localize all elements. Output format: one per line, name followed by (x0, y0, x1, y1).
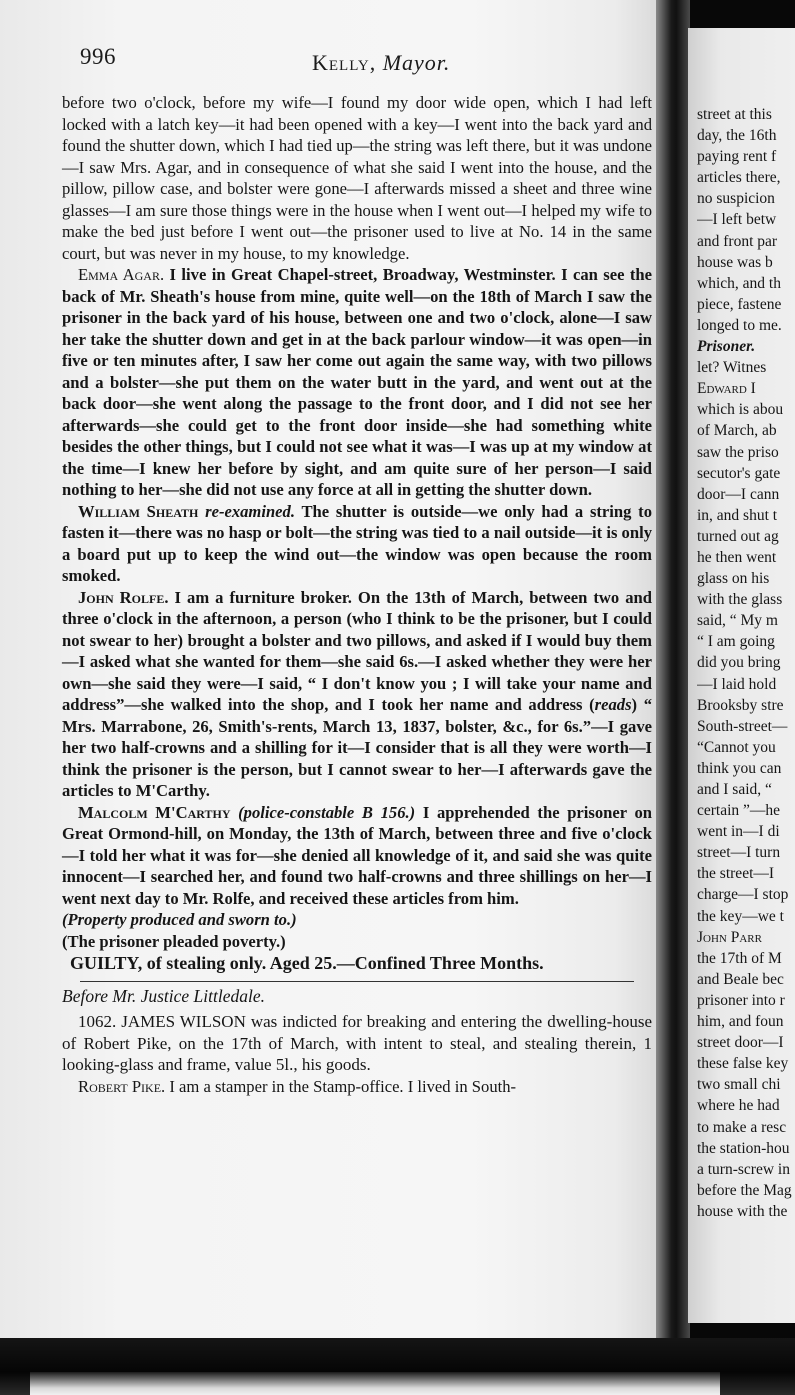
right-page-line: let? Witnes (697, 359, 767, 377)
right-page-line: saw the priso (697, 443, 779, 461)
right-page-line: John Parr (697, 928, 762, 946)
right-page-line: to make a resc (697, 1118, 787, 1136)
prisoner-plea-note: (The prisoner pleaded poverty.) (62, 931, 286, 951)
right-page-line: door—I cann (697, 485, 780, 503)
right-page-line: of March, ab (697, 422, 777, 440)
testimony-william-sheath (62, 501, 652, 587)
right-page-line: paying rent f (697, 148, 777, 166)
right-page-line: think you can (697, 759, 782, 777)
testimony-malcolm-mcarthy (62, 802, 652, 910)
right-page-line: “ I am going (697, 633, 775, 651)
right-page-line: a turn-screw in (697, 1160, 790, 1178)
right-page-line: turned out ag (697, 527, 779, 545)
right-page-line: —I left betw (697, 211, 777, 229)
testimony-text: I live in Great Chapel-street, Broadway, Westminster. I can see the back of Mr. Sheath's house from mine, quite well—on the 18th of March I saw the prisoner in the back yard of his house, between one and two o'clock, alone—I saw her take the shutter down and get in at the back parlour window—it was open—in five or ten minutes after, I saw her come out again the same way, with two pillows and a bolster—she put them on the water butt in the yard, and went out at the back door—she went along the passage to the front door, and I did not see her afterwards—she could get to the front door inside—she had something white besides the other things, but I could not see what it was—I was up at my window at the time—I knew her before by sight, and am quite sure of her person—I said nothing to her—she did not use any force at all in getting the shutter down. (62, 265, 653, 499)
verdict (62, 953, 652, 975)
right-page-line: where he had (697, 1097, 780, 1115)
scan-bottom-highlight (30, 1372, 720, 1395)
right-page-line: street door—I (697, 1034, 784, 1052)
witness-name: William Sheath (78, 501, 199, 521)
section-divider (80, 981, 634, 982)
right-page-line: street at this (697, 106, 772, 123)
witness-role: (police-constable B 156.) (238, 802, 416, 822)
right-page-line: two small chi (697, 1076, 781, 1094)
right-page-line: which is abou (697, 401, 784, 419)
right-page-line: and Beale bec (697, 970, 784, 988)
running-head (312, 50, 450, 76)
right-page-line: did you bring (697, 654, 781, 672)
right-page-line: Edward I (697, 380, 756, 398)
right-page-line: —I laid hold (697, 675, 777, 693)
right-page-line: these false key (697, 1055, 789, 1073)
right-page-line: prisoner into r (697, 991, 785, 1009)
right-page-line: no suspicion (697, 190, 775, 208)
right-page-line: “Cannot you (697, 738, 776, 756)
case-text: was indicted for breaking and entering the dwelling-house of Robert Pike, on the 17th of March, with intent to steal, and stealing therein, 1 looking-glass and frame, value 5l., his goods. (62, 1012, 653, 1074)
right-page-line: said, “ My m (697, 612, 778, 630)
right-page-line: and I said, “ (697, 781, 772, 798)
right-page-line: before the Mag (697, 1181, 792, 1199)
right-page-line: house with the (697, 1202, 788, 1220)
right-page-line: the station-hou (697, 1139, 790, 1157)
right-page-line: went in—I di (697, 823, 780, 841)
right-page-line: Brooksby stre (697, 696, 784, 714)
right-page-line: he then went (697, 548, 777, 566)
right-page-line: charge—I stop (697, 886, 789, 904)
page-number: 996 (80, 44, 116, 69)
witness-role: re-examined. (205, 501, 295, 521)
right-page-line: certain ”—he (697, 802, 781, 820)
right-page-line: which, and th (697, 274, 781, 292)
page-gutter (656, 0, 690, 1340)
right-page-line: Prisoner. (697, 338, 756, 356)
right-page-line: the street—I (697, 865, 775, 883)
right-page-line: street—I turn (697, 844, 781, 862)
right-page-line: glass on his (697, 570, 770, 588)
testimony-text: I am a stamper in the Stamp-office. I lived in South- (165, 1076, 517, 1096)
right-page-line: South-street— (697, 717, 788, 735)
right-page-line: secutor's gate (697, 464, 781, 482)
case-intro (62, 1011, 652, 1076)
testimony-text: I am a furniture broker. On the 13th of March, between two and three o'clock in the afternoon, a person (who I think to be the prisoner, but I could not swear to her) brought a bolster and two pillows, and asked if I would buy them—I asked what she wanted for them—she said 6s.—I asked whether they were her own—she said they were—I said, “ I don't know you ; I will take your name and address”—she walked into the shop, and I took her name and address ( (62, 587, 652, 714)
witness-name: Emma Agar. (78, 265, 165, 284)
testimony-robert-pike (62, 1076, 652, 1098)
testimony-john-rolfe (62, 587, 652, 802)
running-head-title: Mayor. (382, 50, 451, 75)
right-page-line: the key—we t (697, 907, 784, 925)
property-produced-note: (Property produced and sworn to.) (62, 910, 297, 929)
testimony-text: The shutter is outside—we only had a string to fasten it—there was no hasp or bolt—the string was tied to a nail outside—it is only a board put up to keep the wind out—the window was open because the room smoked. (62, 501, 653, 585)
right-page-line: in, and shut t (697, 506, 778, 524)
verdict-sentence: of stealing only. Aged 25.—Confined Three Months. (142, 953, 544, 973)
reads-note: reads (594, 695, 632, 714)
running-head-name: Kelly, (312, 50, 377, 75)
right-page-line: day, the 16th (697, 127, 777, 145)
testimony-emma-agar (62, 264, 652, 501)
right-page-text-fragments (697, 104, 795, 1222)
right-page-line: him, and foun (697, 1013, 784, 1031)
right-page-line: and front par (697, 232, 778, 250)
testimony-text-2: ) “ Mrs. Marrabone, 26, Smith's-rents, March 13, 1837, bolster, &c., for 6s.”—I gave her two half-crowns and a shilling for it—I consider that is all they were worth—I think the prisoner is the person, but I cannot swear to her—I afterwards gave the articles to M'Carthy. (62, 695, 652, 800)
witness-name: Robert Pike. (78, 1076, 166, 1096)
testimony-continued: before two o'clock, before my wife—I found my door wide open, which I had left locked with a latch key—it had been opened with a key—I went into the back yard and found the shutter down, which I had tied up—the string was left there, but it was undone—I saw Mrs. Agar, and in consequence of what she said I went into the house, and the pillow, pillow case, and bolster were gone—I afterwards missed a sheet and three wine glasses—I am sure those things were in the house when I went out—I helped my wife to make the bed just before I went out—the prisoner used to live at No. 14 in the same court, but was never in my house, to my knowledge. (62, 93, 652, 263)
right-page-line: with the glass (697, 591, 783, 609)
right-page-line: the 17th of M (697, 949, 782, 967)
testimony-text: I apprehended the prisoner on Great Ormond-hill, on Monday, the 13th of March, between three and five o'clock—I told her what it was for—she denied all knowledge of it, and said she was quite innocent—I searched her, and found two half-crowns and three shillings on her—I went next day to Mr. Rolfe, and received these articles from him. (62, 802, 652, 908)
body-text (62, 92, 652, 1097)
defendant-name: JAMES WILSON (121, 1012, 246, 1031)
right-page-line: piece, fastene (697, 295, 782, 313)
right-page-line: longed to me. (697, 316, 782, 334)
witness-name: John Rolfe. (78, 587, 169, 607)
witness-name: Malcolm M'Carthy (78, 802, 231, 822)
case-number: 1062. (78, 1012, 117, 1031)
right-page-line: house was b (697, 253, 773, 271)
before-judge-heading: Before Mr. Justice Littledale. (62, 985, 265, 1006)
right-page-line: articles there, (697, 169, 781, 187)
verdict-guilty: GUILTY, (70, 953, 143, 973)
